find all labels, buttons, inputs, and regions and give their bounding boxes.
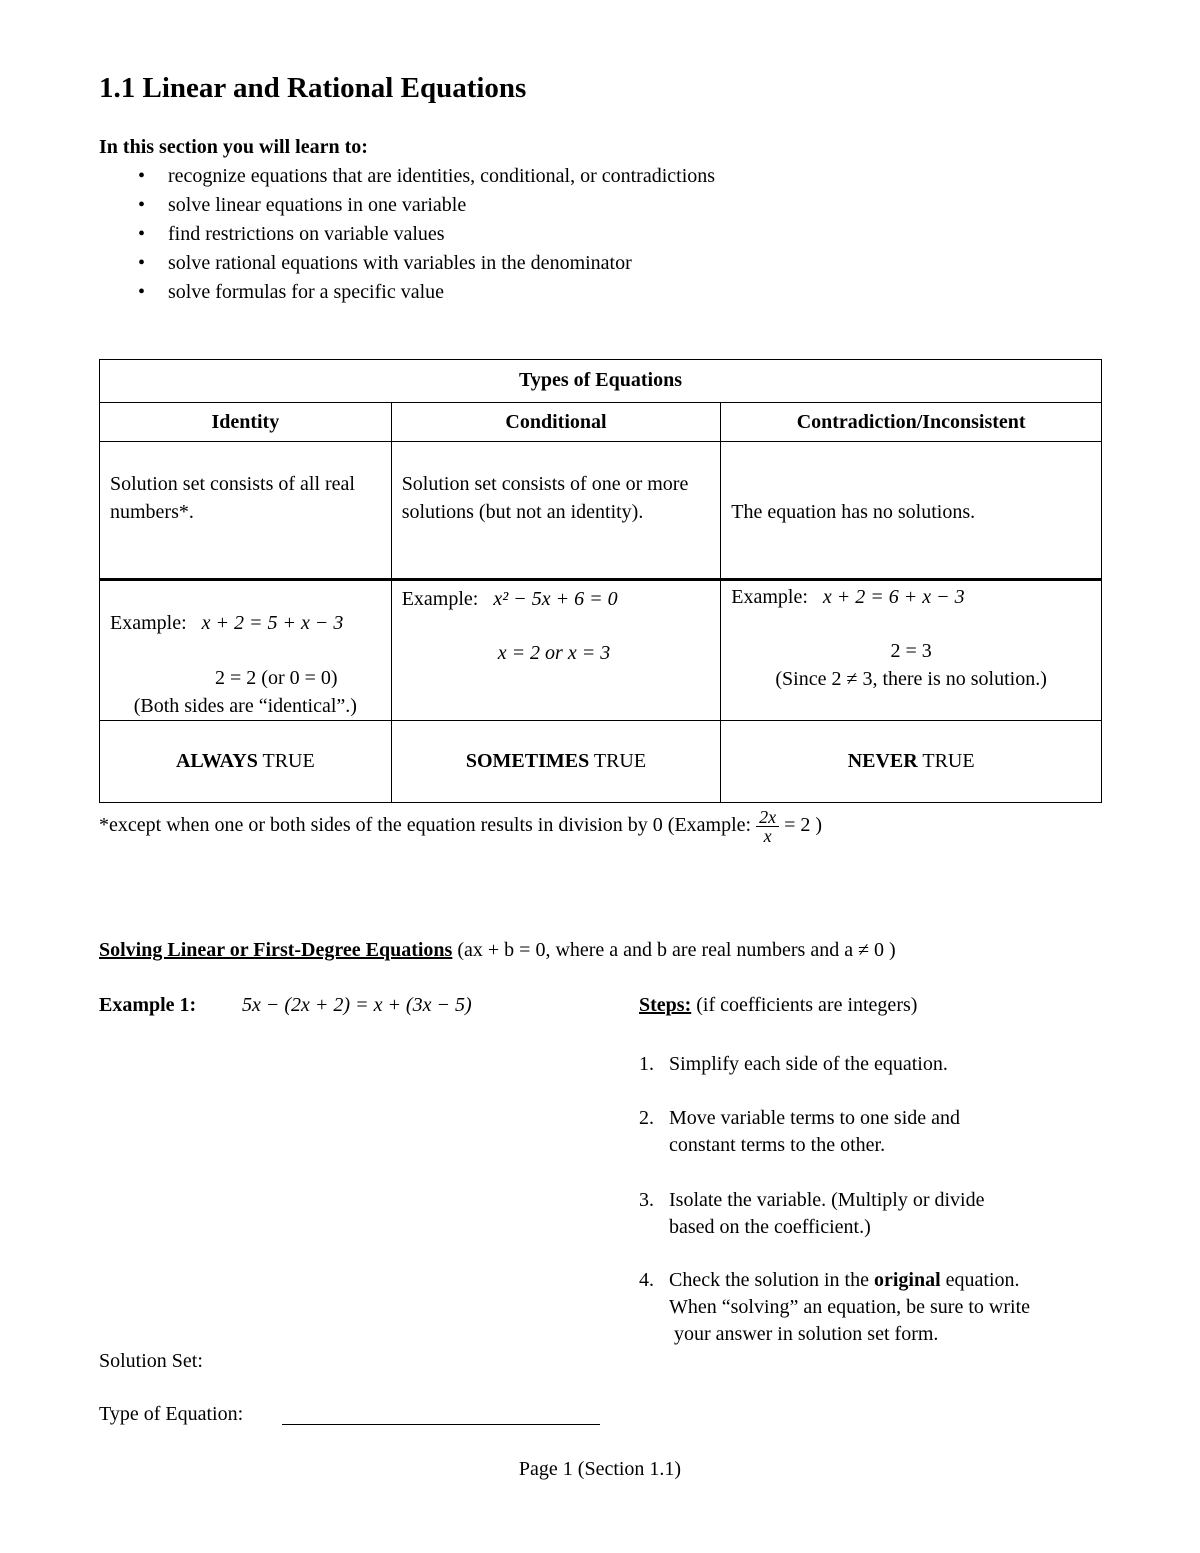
example-equation: x² − 5x + 6 = 0 (493, 588, 618, 610)
objective-item: • solve linear equations in one variable (99, 191, 715, 220)
solution-set-label: Solution Set: (99, 1350, 203, 1372)
contradiction-truth: NEVER TRUE (721, 721, 1102, 803)
step-item: 4. Check the solution in the original equation. When “solving” an equation, be sure to write your answer in solution set form. (639, 1269, 1030, 1345)
objective-item: • find restrictions on variable values (99, 220, 715, 249)
objectives-list (99, 162, 715, 307)
column-header-identity: Identity (100, 403, 392, 442)
table-title: Types of Equations (100, 360, 1102, 403)
example-label: Example: (110, 612, 187, 634)
contradiction-example (721, 580, 1102, 721)
objective-item: • recognize equations that are identities, conditional, or contradictions (99, 162, 715, 191)
page-title: 1.1 Linear and Rational Equations (99, 72, 527, 104)
example-result: 2 = 2 (or 0 = 0) (215, 667, 338, 689)
identity-example (100, 580, 392, 721)
identity-truth: ALWAYS TRUE (100, 721, 392, 803)
example-note: (Since 2 ≠ 3, there is no solution.) (775, 668, 1047, 690)
footnote-fraction: $\frac{2x}{x}$ (756, 808, 779, 845)
example-label: Example: (731, 586, 808, 608)
example-equation: x + 2 = 5 + x − 3 (201, 612, 344, 634)
steps-heading: Steps: (if coefficients are integers) (639, 994, 918, 1016)
example-note: (Both sides are “identical”.) (133, 695, 357, 717)
equation-types-table (99, 359, 1102, 803)
step-item: 3. Isolate the variable. (Multiply or divide based on the coefficient.) (639, 1189, 985, 1238)
section-heading: Solving Linear or First-Degree Equations (ax + b = 0, where a and b are real numbers and a ≠ 0 ) (99, 939, 896, 961)
contradiction-definition: The equation has no solutions. (721, 442, 1102, 580)
example-equation: x + 2 = 6 + x − 3 (822, 586, 965, 608)
answer-blank-line[interactable] (282, 1424, 600, 1425)
step-item: 1. Simplify each side of the equation. (639, 1053, 948, 1075)
example-result: x = 2 or x = 3 (497, 642, 611, 664)
page-number: Page 1 (Section 1.1) (518, 1458, 682, 1480)
objective-item: • solve rational equations with variables in the denominator (99, 249, 715, 278)
identity-definition: Solution set consists of all real numbers*. (100, 442, 392, 580)
objective-item: • solve formulas for a specific value (99, 278, 715, 307)
equation-type-label: Type of Equation: (99, 1403, 244, 1425)
column-header-contradiction: Contradiction/Inconsistent (721, 403, 1102, 442)
conditional-definition: Solution set consists of one or more solutions (but not an identity). (391, 442, 721, 580)
table-footnote: *except when one or both sides of the equation results in division by 0 (Example: $\frac{2x}{x}$ = 2 ) (99, 807, 823, 846)
objectives-heading: In this section you will learn to: (99, 136, 368, 158)
column-header-conditional: Conditional (391, 403, 721, 442)
step-item: 2. Move variable terms to one side and constant terms to the other. (639, 1107, 961, 1156)
example-result: 2 = 3 (890, 640, 932, 662)
example-1-equation: 5x − (2x + 2) = x + (3x − 5) (242, 994, 472, 1016)
conditional-example (391, 580, 721, 721)
conditional-truth: SOMETIMES TRUE (391, 721, 721, 803)
example-1-label: Example 1: (99, 994, 197, 1016)
example-label: Example: (401, 588, 479, 610)
